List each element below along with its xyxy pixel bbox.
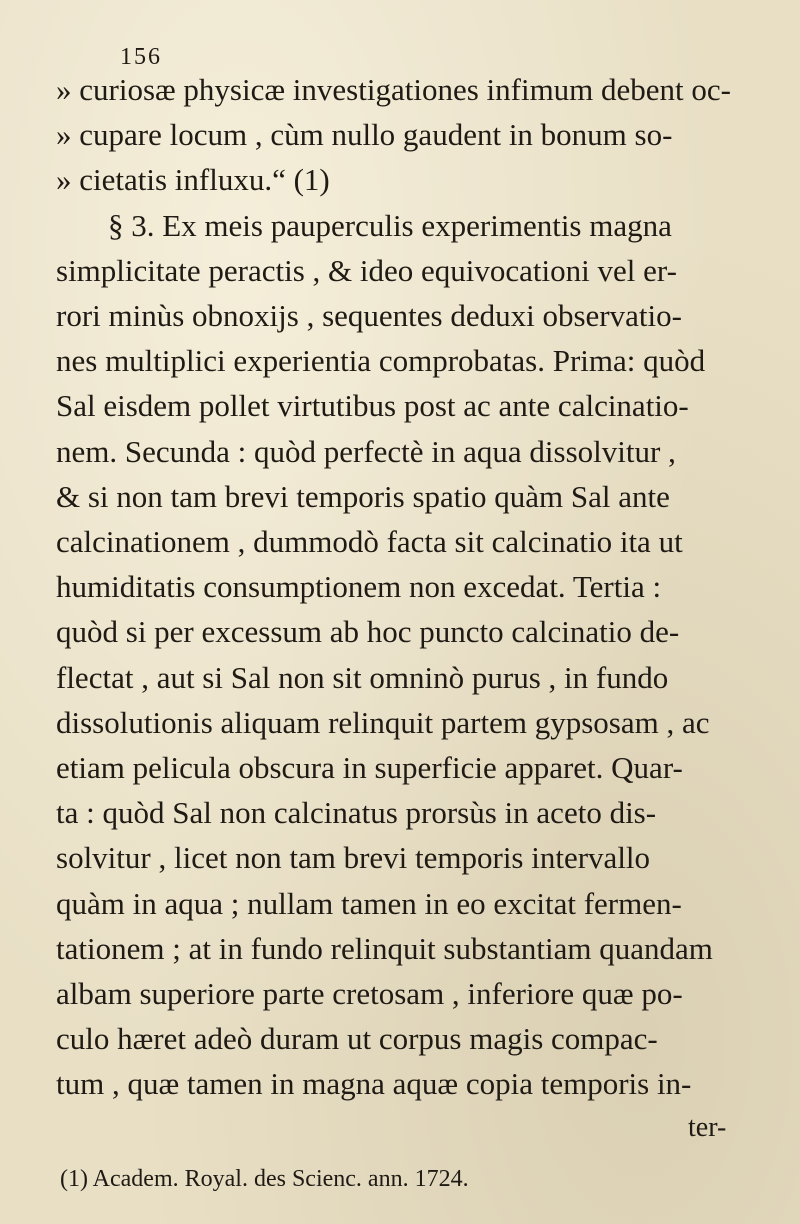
- text-line: culo hæret adeò duram ut corpus magis compac-: [56, 1021, 658, 1057]
- text-line: solvitur , licet non tam brevi temporis intervallo: [56, 840, 651, 876]
- text-line: tationem ; at in fundo relinquit substantiam quandam: [56, 930, 713, 966]
- text-line: humiditatis consumptionem non excedat. Tertia :: [56, 569, 662, 605]
- text-line: nem. Secunda : quòd perfectè in aqua dissolvitur ,: [56, 433, 676, 469]
- text-line: etiam pelicula obscura in superficie apparet. Quar-: [56, 750, 683, 785]
- text-line: quàm in aqua ; nullam tamen in eo excitat fermen-: [56, 885, 682, 921]
- text-line: ta : quòd Sal non calcinatus prorsùs in aceto dis-: [56, 795, 657, 831]
- footnote: (1) Academ. Royal. des Scienc. ann. 1724.: [60, 1165, 469, 1192]
- text-line: simplicitate peractis , & ideo equivocationi vel er-: [56, 252, 677, 288]
- page-number: 156: [120, 44, 162, 70]
- text-line: § 3. Ex meis pauperculis experimentis magna: [108, 207, 672, 243]
- text-line: flectat , aut si Sal non sit omninò purus , in fundo: [56, 659, 669, 695]
- text-line: calcinationem , dummodò facta sit calcinatio ita ut: [56, 524, 683, 559]
- text-line: » cupare locum , cùm nullo gaudent in bonum so-: [56, 117, 673, 153]
- text-line: & si non tam brevi temporis spatio quàm Sal ante: [56, 478, 670, 514]
- text-line: dissolutionis aliquam relinquit partem gypsosam , ac: [56, 704, 710, 740]
- text-line: tum , quæ tamen in magna aquæ copia temporis in-: [56, 1066, 692, 1102]
- text-line: albam superiore parte cretosam , inferiore quæ po-: [56, 976, 683, 1011]
- text-line: » cietatis influxu.“ (1): [56, 162, 330, 198]
- text-line: nes multiplici experientia comprobatas. Prima: quòd: [56, 343, 706, 379]
- text-line: rori minùs obnoxijs , sequentes deduxi observatio-: [56, 298, 682, 333]
- text-line: quòd si per excessum ab hoc puncto calcinatio de-: [56, 614, 680, 650]
- catchword: ter-: [688, 1111, 727, 1143]
- text-line: » curiosæ physicæ investigationes infimum debent oc-: [56, 72, 732, 107]
- text-line: Sal eisdem pollet virtutibus post ac ante calcinatio-: [56, 388, 689, 424]
